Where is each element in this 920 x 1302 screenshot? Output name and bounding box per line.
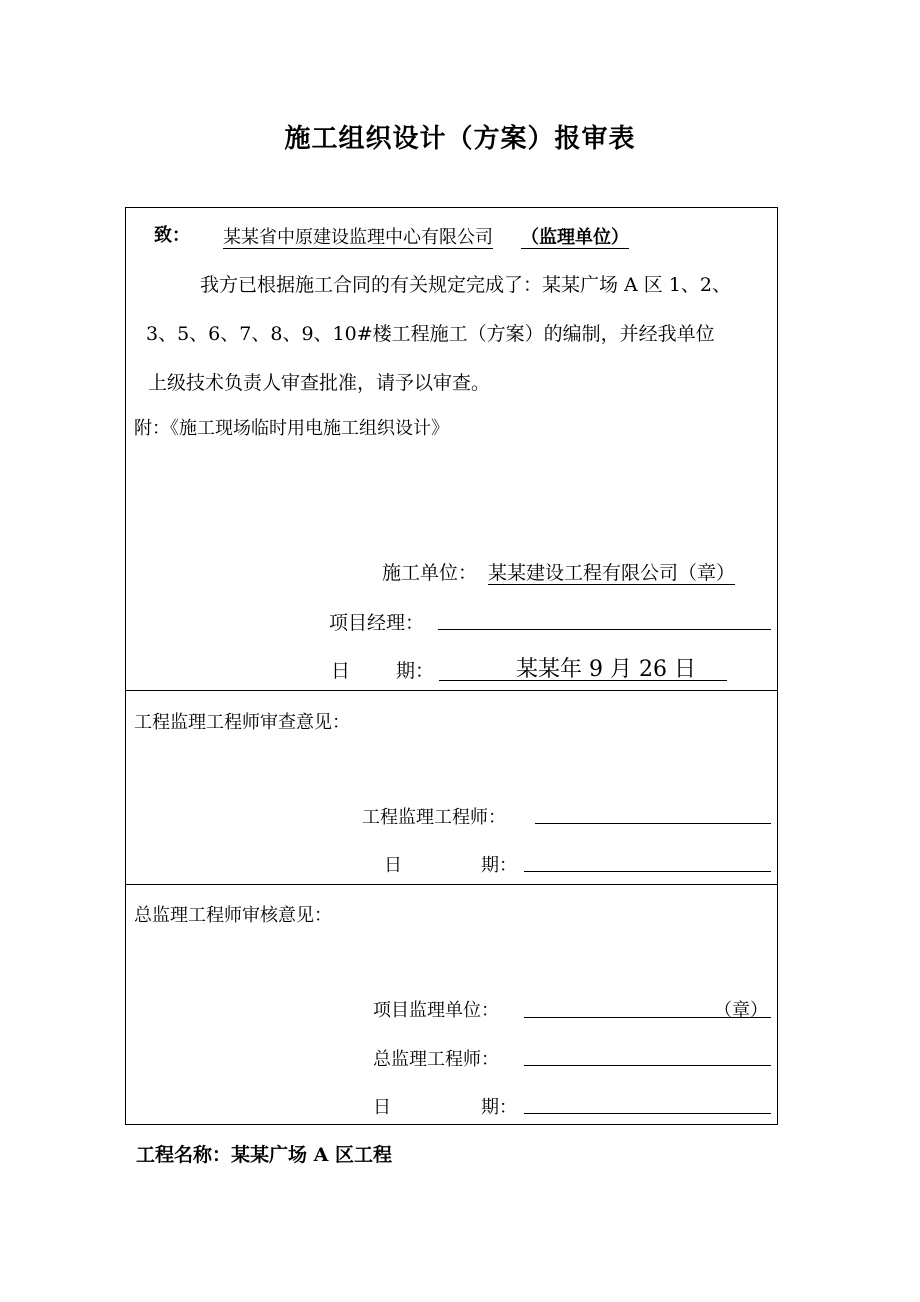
recipient-role: （监理单位） <box>521 227 629 248</box>
chief-signature-line[interactable] <box>524 1065 771 1066</box>
seal-mark: （章） <box>714 1000 768 1021</box>
engineer-date-label-b: 期： <box>481 855 517 876</box>
date-label-b: 期： <box>396 660 435 682</box>
project-value: 某某广场 A 区工程 <box>231 1144 392 1166</box>
contractor-unit-label: 施工单位： <box>382 562 478 584</box>
chief-date-label-b: 期： <box>481 1097 517 1118</box>
contractor-unit-value: 某某建设工程有限公司（章） <box>488 562 736 584</box>
body-line-3: 上级技术负责人审查批准，请予以审查。 <box>148 372 491 394</box>
engineer-sign-label: 工程监理工程师： <box>362 807 506 828</box>
body-line-2: 3、5、6、7、8、9、10#楼工程施工（方案）的编制，并经我单位 <box>146 323 715 345</box>
chief-sign-label: 总监理工程师： <box>373 1049 499 1070</box>
project-name <box>136 1140 392 1167</box>
recipient-name: 某某省中原建设监理中心有限公司 <box>223 227 493 248</box>
date-line[interactable] <box>439 680 727 681</box>
form-table <box>125 207 778 1125</box>
engineer-opinion-label: 工程监理工程师审查意见： <box>134 712 350 733</box>
body-line-1: 我方已根据施工合同的有关规定完成了：某某广场 A 区 1、2、 <box>200 274 732 296</box>
to-label: 致： <box>154 225 190 246</box>
engineer-date-label-a: 日 <box>384 855 402 876</box>
engineer-date-line[interactable] <box>524 871 771 872</box>
chief-date-line[interactable] <box>524 1113 771 1114</box>
row-divider <box>126 690 777 691</box>
page-title: 施工组织设计（方案）报审表 <box>284 124 636 154</box>
date-label-a: 日 <box>331 660 351 682</box>
project-label: 工程名称： <box>136 1144 232 1166</box>
engineer-signature-line[interactable] <box>535 823 771 824</box>
chief-unit-label: 项目监理单位： <box>373 1000 499 1021</box>
pm-label: 项目经理： <box>329 612 425 634</box>
chief-opinion-label: 总监理工程师审核意见： <box>134 905 332 926</box>
chief-date-label-a: 日 <box>373 1097 391 1118</box>
date-value: 某某年 9 月 26 日 <box>516 657 696 682</box>
attachment: 附：《施工现场临时用电施工组织设计》 <box>134 418 449 439</box>
pm-signature-line[interactable] <box>438 629 771 630</box>
recipient <box>209 223 629 249</box>
row-divider <box>126 884 777 885</box>
